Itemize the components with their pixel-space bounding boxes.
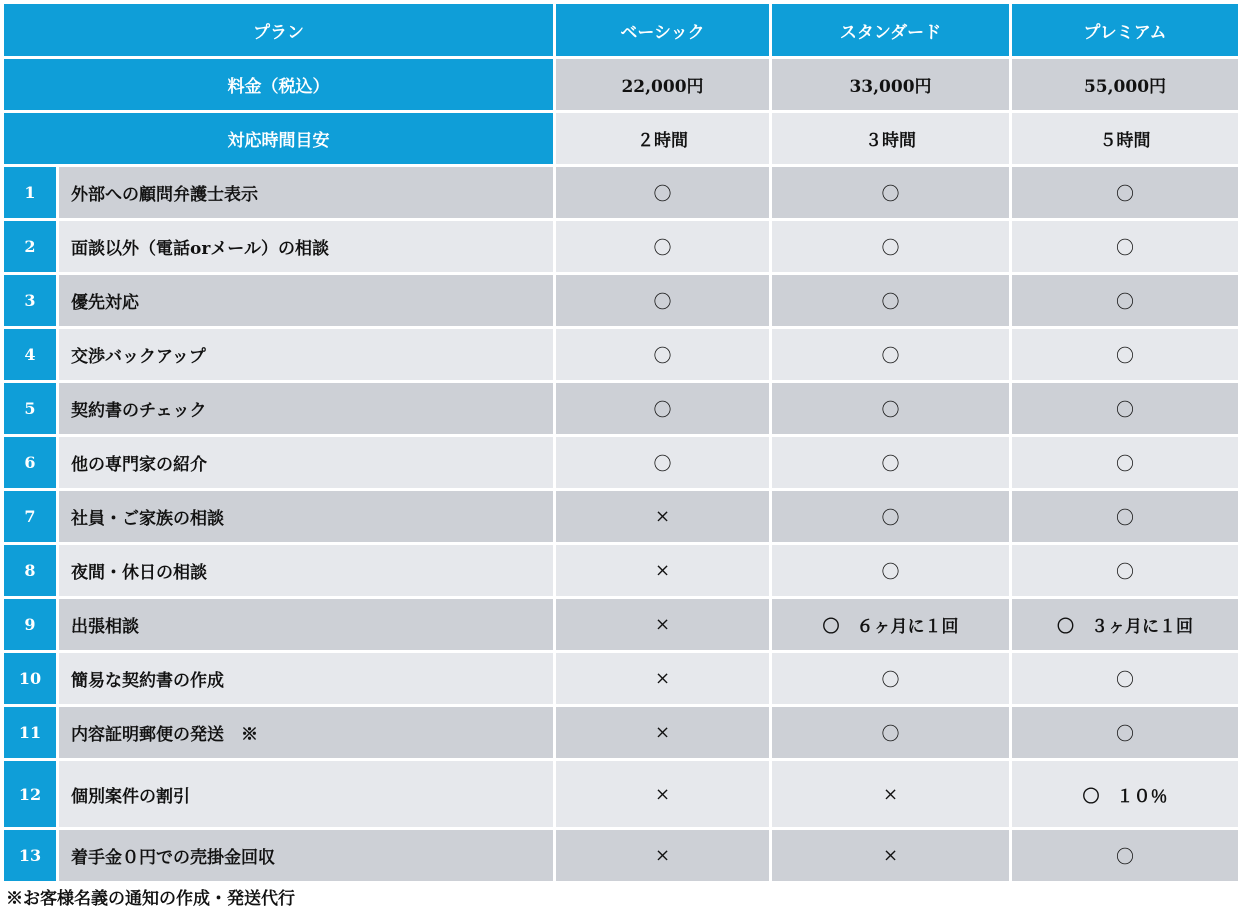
hours-row [4,113,1240,164]
hours-premium: ５時間 [1012,113,1238,164]
row-number: 4 [4,329,56,380]
row-number: 8 [4,545,56,596]
standard-mark: × [772,830,1009,881]
basic-mark: × [556,761,769,827]
row-label: 外部への顧問弁護士表示 [59,167,553,218]
table-row [4,329,1240,380]
table-row [4,599,1240,650]
table-row [4,707,1240,758]
basic-mark: 〇 [556,329,769,380]
hours-standard: ３時間 [772,113,1009,164]
hours-basic: ２時間 [556,113,769,164]
row-label: 社員・ご家族の相談 [59,491,553,542]
standard-mark: × [772,761,1009,827]
row-number: 2 [4,221,56,272]
premium-mark: 〇 [1012,491,1238,542]
row-label: 出張相談 [59,599,553,650]
basic-mark: 〇 [556,275,769,326]
footnote: ※お客様名義の通知の作成・発送代行 [6,889,295,909]
table-row [4,545,1240,596]
table-row [4,761,1240,827]
premium-mark: 〇 [1012,221,1238,272]
premium-mark: 〇 ３ヶ月に１回 [1012,599,1238,650]
basic-mark: × [556,830,769,881]
row-label: 他の専門家の紹介 [59,437,553,488]
row-label: 簡易な契約書の作成 [59,653,553,704]
header-basic: ベーシック [556,4,769,56]
premium-mark: 〇 [1012,830,1238,881]
row-label: 交渉バックアップ [59,329,553,380]
row-number: 12 [4,761,56,827]
basic-mark: 〇 [556,221,769,272]
basic-mark: × [556,491,769,542]
standard-mark: 〇 [772,383,1009,434]
table-row [4,653,1240,704]
row-number: 11 [4,707,56,758]
row-number: 3 [4,275,56,326]
row-label: 個別案件の割引 [59,761,553,827]
standard-mark: 〇 ６ヶ月に１回 [772,599,1009,650]
table-row [4,491,1240,542]
premium-mark: 〇 [1012,707,1238,758]
table-row [4,830,1240,881]
row-number: 1 [4,167,56,218]
premium-mark: 〇 [1012,167,1238,218]
header-standard: スタンダード [772,4,1009,56]
basic-mark: × [556,545,769,596]
row-label: 契約書のチェック [59,383,553,434]
premium-mark: 〇 [1012,383,1238,434]
basic-mark: × [556,653,769,704]
hours-label: 対応時間目安 [4,113,553,164]
header-plan: プラン [4,4,553,56]
row-number: 10 [4,653,56,704]
row-number: 5 [4,383,56,434]
standard-mark: 〇 [772,653,1009,704]
basic-mark: × [556,707,769,758]
fee-basic: 22,000円 [556,59,769,110]
premium-mark: 〇 １０％ [1012,761,1238,827]
row-label: 内容証明郵便の発送 ※ [59,707,553,758]
fee-label: 料金（税込） [4,59,553,110]
premium-mark: 〇 [1012,545,1238,596]
row-label: 夜間・休日の相談 [59,545,553,596]
row-label: 着手金０円での売掛金回収 [59,830,553,881]
row-number: 7 [4,491,56,542]
fee-standard: 33,000円 [772,59,1009,110]
standard-mark: 〇 [772,275,1009,326]
table-header-row [4,4,1240,56]
row-number: 13 [4,830,56,881]
standard-mark: 〇 [772,545,1009,596]
fee-row [4,59,1240,110]
table-row [4,383,1240,434]
standard-mark: 〇 [772,329,1009,380]
row-label: 優先対応 [59,275,553,326]
standard-mark: 〇 [772,491,1009,542]
basic-mark: 〇 [556,167,769,218]
basic-mark: × [556,599,769,650]
row-label: 面談以外（電話orメール）の相談 [59,221,553,272]
premium-mark: 〇 [1012,437,1238,488]
header-premium: プレミアム [1012,4,1238,56]
table-row [4,275,1240,326]
table-row [4,221,1240,272]
standard-mark: 〇 [772,167,1009,218]
standard-mark: 〇 [772,707,1009,758]
premium-mark: 〇 [1012,329,1238,380]
basic-mark: 〇 [556,437,769,488]
row-number: 9 [4,599,56,650]
premium-mark: 〇 [1012,275,1238,326]
plan-comparison-table [4,4,1240,881]
premium-mark: 〇 [1012,653,1238,704]
table-row [4,437,1240,488]
basic-mark: 〇 [556,383,769,434]
table-row [4,167,1240,218]
fee-premium: 55,000円 [1012,59,1238,110]
row-number: 6 [4,437,56,488]
standard-mark: 〇 [772,437,1009,488]
standard-mark: 〇 [772,221,1009,272]
